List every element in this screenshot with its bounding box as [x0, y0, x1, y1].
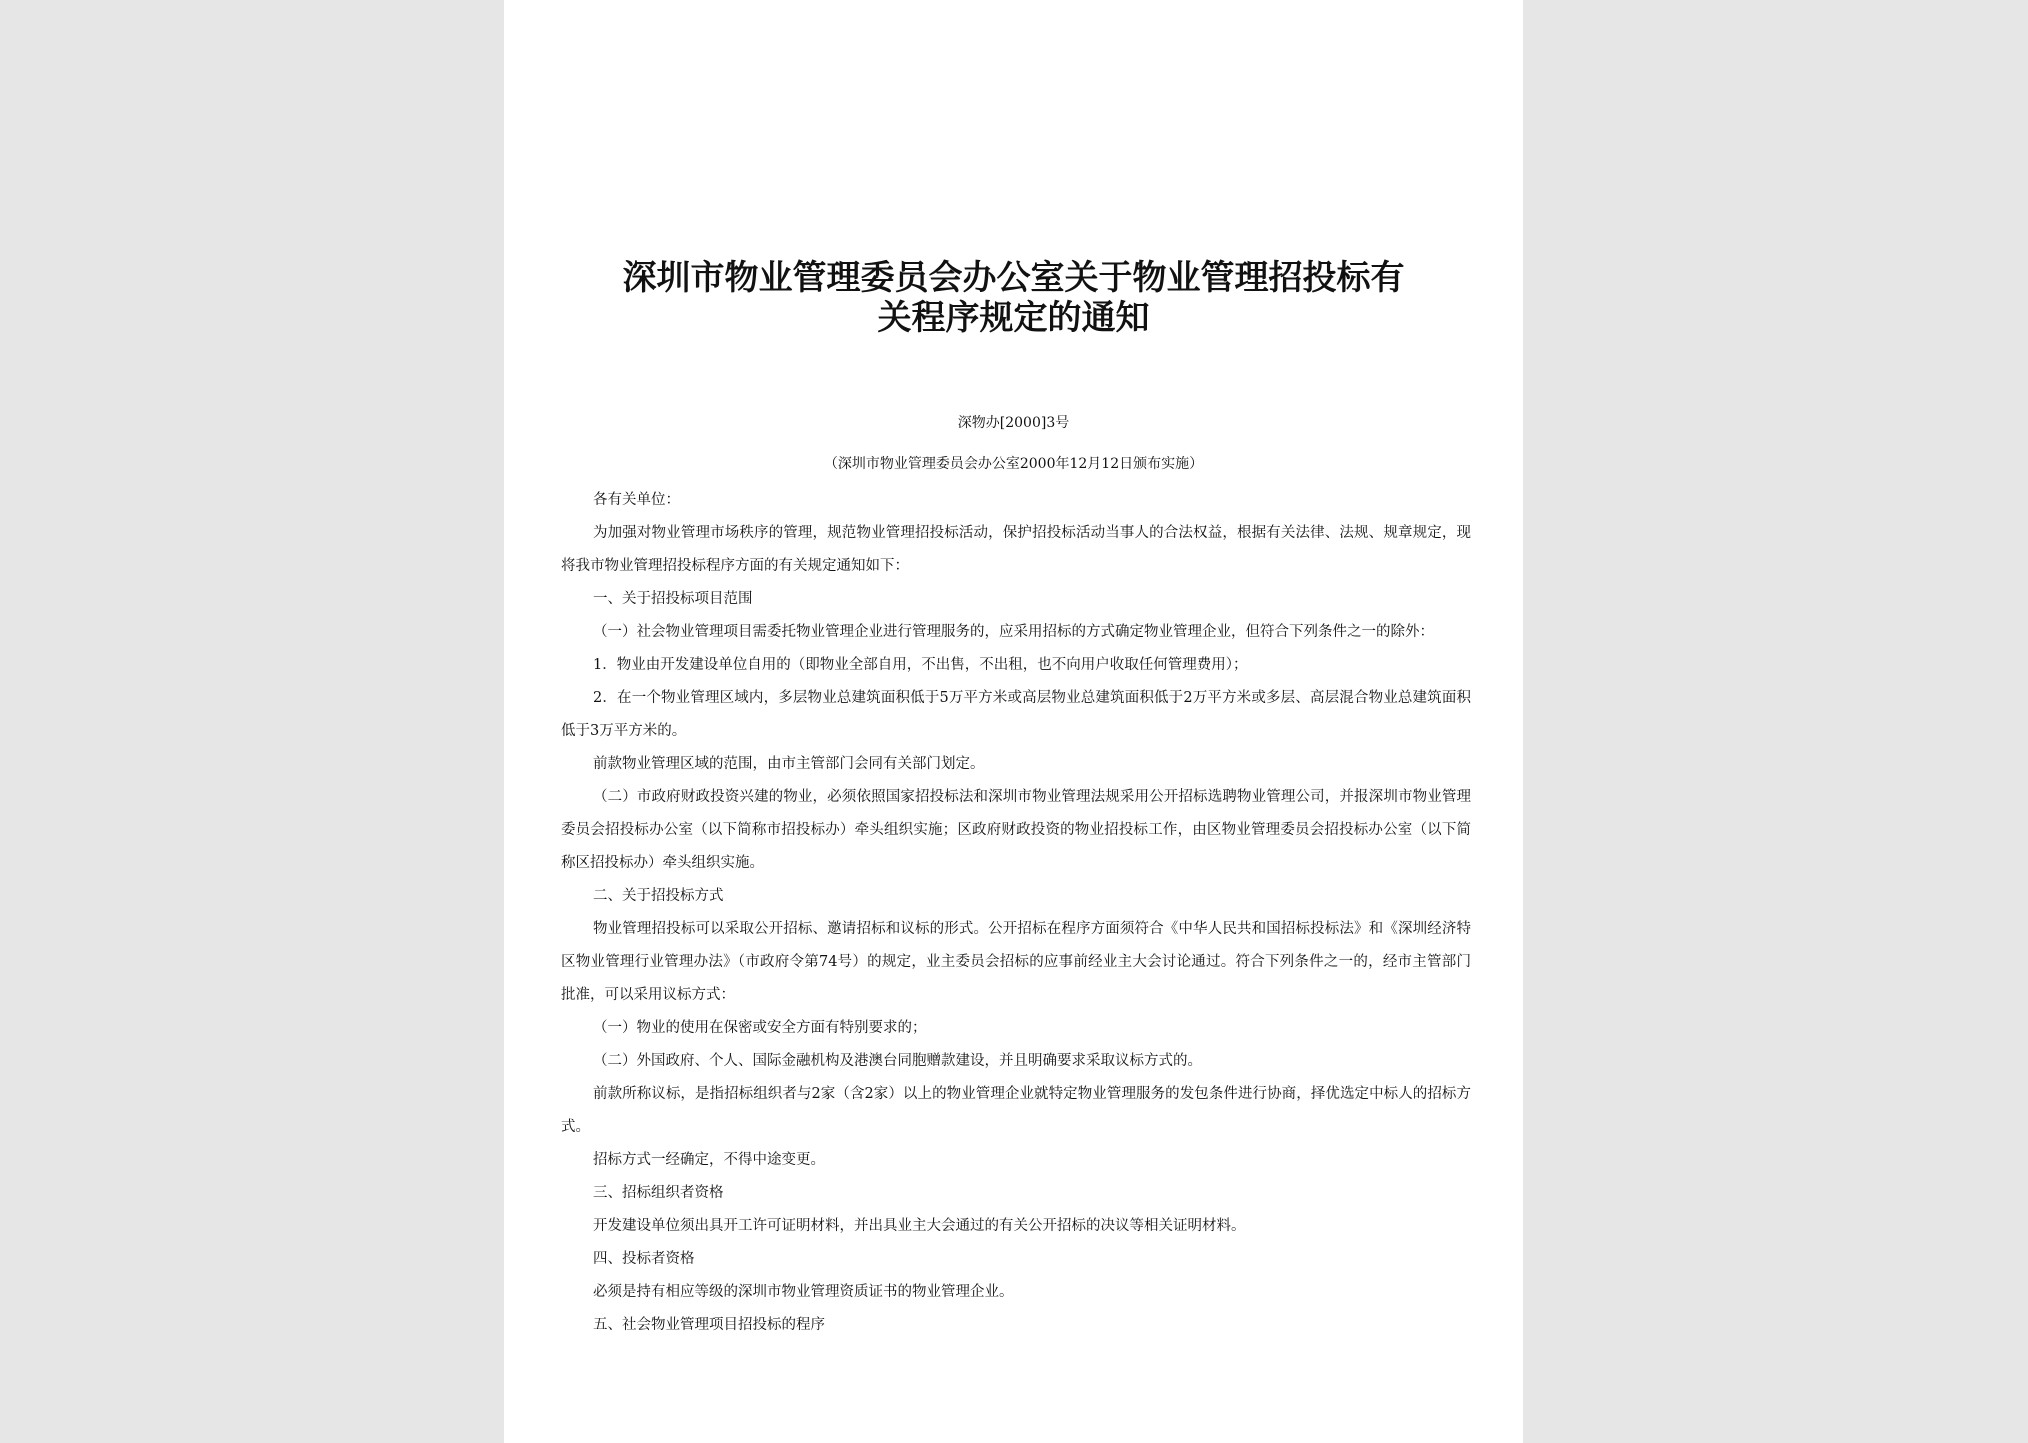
document-page	[504, 0, 1523, 1443]
paragraph: 必须是持有相应等级的深圳市物业管理资质证书的物业管理企业。	[593, 1284, 1014, 1300]
section-heading-3: 三、招标组织者资格	[593, 1185, 724, 1201]
paragraph: 1．物业由开发建设单位自用的（即物业全部自用，不出售，不出租，也不向用户收取任何管理费用）；	[593, 657, 1248, 673]
document-number: 深物办[2000]3号	[957, 415, 1070, 431]
salutation: 各有关单位：	[593, 492, 680, 508]
section-heading-5: 五、社会物业管理项目招投标的程序	[593, 1317, 825, 1333]
document-title	[594, 258, 1433, 338]
paragraph: 招标方式一经确定，不得中途变更。	[593, 1152, 825, 1168]
title-line-2: 关程序规定的通知	[877, 298, 1150, 338]
title-line-1: 深圳市物业管理委员会办公室关于物业管理招投标有	[622, 258, 1405, 298]
paragraph: （二）外国政府、个人、国际金融机构及港澳台同胞赠款建设，并且明确要求采取议标方式的。	[593, 1053, 1202, 1069]
document-body	[561, 484, 1471, 1342]
intro-paragraph: 为加强对物业管理市场秩序的管理，规范物业管理招投标活动，保护招投标活动当事人的合法权益，根据有关法律、法规、规章规定，现将我市物业管理招投标程序方面的有关规定通知如下：	[561, 525, 1471, 574]
paragraph: 开发建设单位须出具开工许可证明材料，并出具业主大会通过的有关公开招标的决议等相关证明材料。	[593, 1218, 1246, 1234]
paragraph: 前款所称议标，是指招标组织者与2家（含2家）以上的物业管理企业就特定物业管理服务的发包条件进行协商，择优选定中标人的招标方式。	[561, 1086, 1471, 1135]
paragraph: （一）社会物业管理项目需委托物业管理企业进行管理服务的，应采用招标的方式确定物业管理企业，但符合下列条件之一的除外：	[593, 624, 1434, 640]
section-heading-1: 一、关于招投标项目范围	[593, 591, 753, 607]
paragraph: （二）市政府财政投资兴建的物业，必须依照国家招投标法和深圳市物业管理法规采用公开招标选聘物业管理公司，并报深圳市物业管理委员会招投标办公室（以下简称市招投标办）牵头组织实施；区政府财政投资的物业招投标工作，由区物业管理委员会招投标办公室（以下简称区招投标办）牵头组织实施。	[561, 789, 1471, 871]
paragraph: 前款物业管理区域的范围，由市主管部门会同有关部门划定。	[593, 756, 985, 772]
section-heading-4: 四、投标者资格	[593, 1251, 695, 1267]
issuance-note: （深圳市物业管理委员会办公室2000年12月12日颁布实施）	[823, 456, 1204, 472]
paragraph: （一）物业的使用在保密或安全方面有特别要求的；	[593, 1020, 927, 1036]
section-heading-2: 二、关于招投标方式	[593, 888, 724, 904]
paragraph: 物业管理招投标可以采取公开招标、邀请招标和议标的形式。公开招标在程序方面须符合《中华人民共和国招标投标法》和《深圳经济特区物业管理行业管理办法》（市政府令第74号）的规定，业主委员会招标的应事前经业主大会讨论通过。符合下列条件之一的，经市主管部门批准，可以采用议标方式：	[561, 921, 1471, 1003]
paragraph: 2．在一个物业管理区域内，多层物业总建筑面积低于5万平方米或高层物业总建筑面积低于2万平方米或多层、高层混合物业总建筑面积低于3万平方米的。	[561, 690, 1471, 739]
